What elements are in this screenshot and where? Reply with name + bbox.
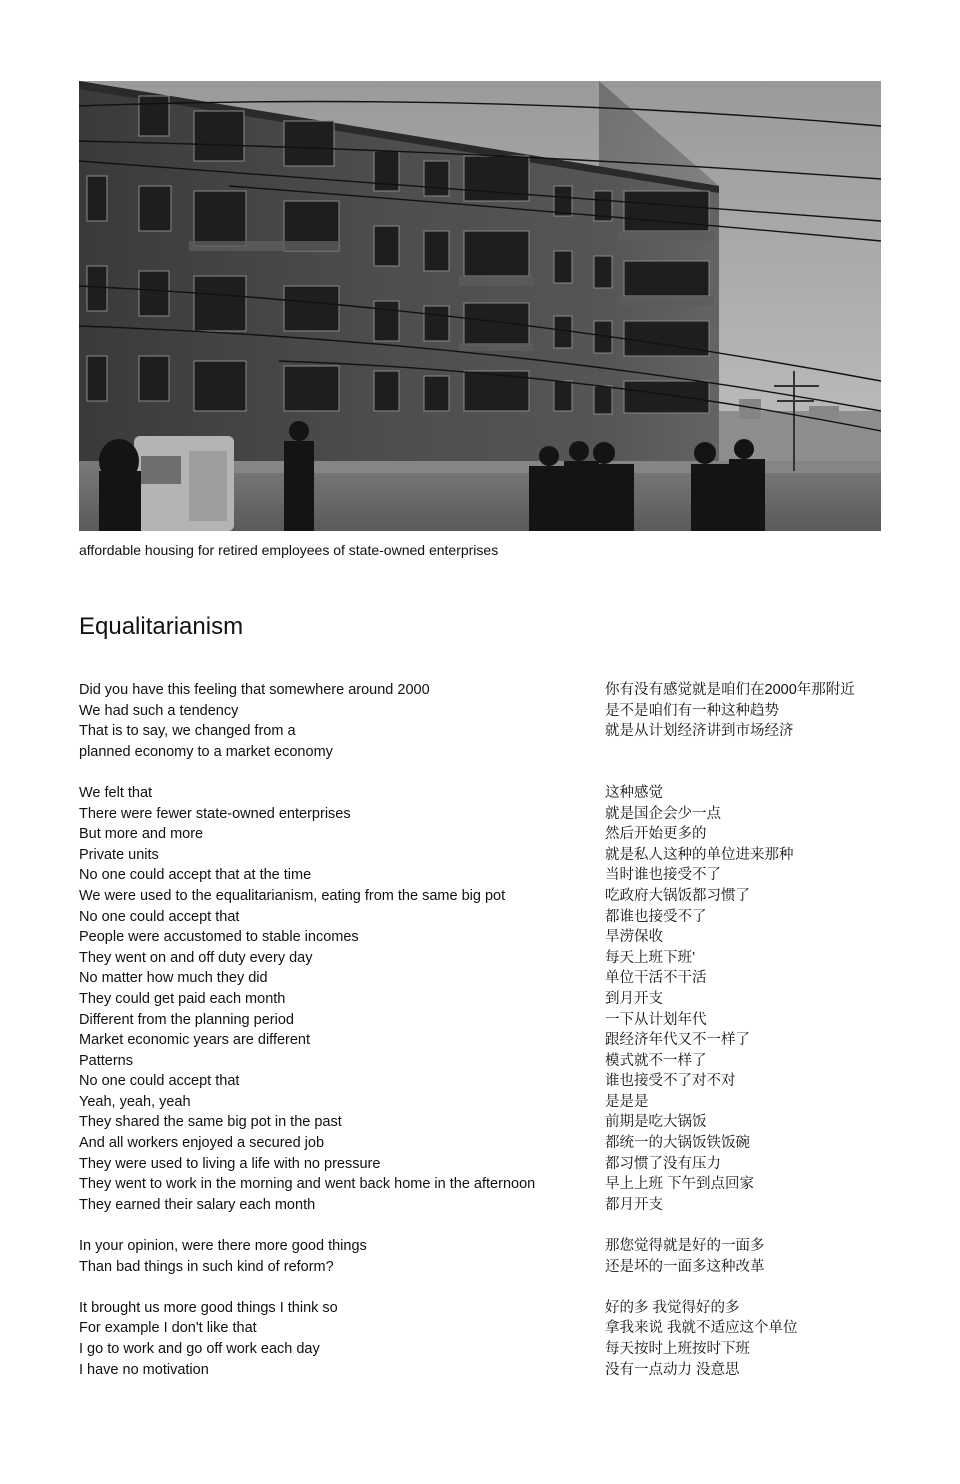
transcript-paragraph	[79, 680, 879, 762]
english-line: We felt that	[79, 784, 153, 801]
english-line: No one could accept that	[79, 1073, 240, 1090]
english-line: No matter how much they did	[79, 970, 268, 987]
english-line: We were used to the equalitarianism, eating from the same big pot	[79, 887, 506, 904]
chinese-line: 都谁也接受不了	[605, 908, 707, 925]
english-column	[79, 1298, 605, 1380]
chinese-line: 都习惯了没有压力	[605, 1155, 721, 1172]
english-column	[79, 680, 605, 762]
chinese-line: 当时谁也接受不了	[605, 867, 721, 884]
english-column	[79, 1236, 605, 1277]
english-line: No one could accept that at the time	[79, 867, 312, 884]
chinese-line: 是是是	[605, 1093, 649, 1110]
english-line: People were accustomed to stable incomes	[79, 929, 359, 946]
english-line: For example I don't like that	[79, 1320, 257, 1337]
chinese-line: 然后开始更多的	[605, 826, 707, 843]
english-line: But more and more	[79, 826, 204, 843]
english-line: They could get paid each month	[79, 990, 286, 1007]
english-line: planned economy to a market economy	[79, 743, 333, 760]
section-title: Equalitarianism	[79, 613, 244, 640]
english-line: No one could accept that	[79, 908, 240, 925]
chinese-line: 好的多 我觉得好的多	[605, 1299, 740, 1316]
english-line: Different from the planning period	[79, 1011, 294, 1028]
chinese-line: 前期是吃大锅饭	[605, 1114, 707, 1131]
chinese-line: 你有没有感觉就是咱们在2000年那附近	[605, 682, 855, 698]
english-line: Than bad things in such kind of reform?	[79, 1258, 334, 1275]
chinese-line: 就是私人这种的单位进来那种	[605, 846, 794, 863]
chinese-line: 旱涝保收	[605, 929, 663, 946]
chinese-column	[605, 680, 879, 762]
chinese-line: 都月开支	[605, 1196, 663, 1213]
chinese-line: 那您觉得就是好的一面多	[605, 1238, 765, 1255]
chinese-line: 拿我来说 我就不适应这个单位	[605, 1320, 798, 1337]
english-line: Private units	[79, 846, 159, 863]
chinese-line: 都统一的大锅饭铁饭碗	[605, 1135, 750, 1152]
chinese-line: 早上上班 下午到点回家	[605, 1176, 755, 1193]
chinese-line: 就是国企会少一点	[605, 805, 721, 822]
english-line: I have no motivation	[79, 1361, 209, 1378]
photo-apartment-building	[79, 81, 881, 531]
english-line: Yeah, yeah, yeah	[79, 1093, 191, 1110]
chinese-line: 是不是咱们有一种这种趋势	[605, 702, 779, 719]
chinese-column	[605, 1236, 879, 1277]
english-line: Market economic years are different	[79, 1032, 311, 1049]
chinese-line: 吃政府大锅饭都习惯了	[605, 887, 750, 904]
english-line: I go to work and go off work each day	[79, 1341, 320, 1357]
chinese-line: 就是从计划经济讲到市场经济	[605, 723, 794, 740]
chinese-line: 还是坏的一面多这种改革	[605, 1258, 765, 1275]
english-line: It brought us more good things I think so	[79, 1299, 338, 1316]
chinese-line: 谁也接受不了对不对	[605, 1073, 736, 1090]
transcript	[79, 680, 879, 1401]
chinese-line: 到月开支	[605, 990, 663, 1007]
english-line: They shared the same big pot in the past	[79, 1114, 342, 1131]
english-column	[79, 783, 605, 1215]
chinese-line: 没有一点动力 没意思	[605, 1361, 740, 1378]
english-line: They went on and off duty every day	[79, 949, 313, 966]
photo-caption: affordable housing for retired employees of state-owned enterprises	[79, 542, 499, 558]
english-line: They were used to living a life with no pressure	[79, 1155, 381, 1172]
chinese-column	[605, 1298, 879, 1380]
chinese-line: 跟经济年代又不一样了	[605, 1032, 750, 1049]
english-line: Did you have this feeling that somewhere around 2000	[79, 682, 430, 698]
english-line: They earned their salary each month	[79, 1196, 316, 1213]
english-line: And all workers enjoyed a secured job	[79, 1135, 325, 1152]
english-line: That is to say, we changed from a	[79, 723, 296, 740]
chinese-line: 单位干活不干活	[605, 970, 707, 987]
chinese-line: 模式就不一样了	[605, 1052, 707, 1069]
english-line: We had such a tendency	[79, 702, 239, 719]
chinese-column	[605, 783, 879, 1215]
english-line: Patterns	[79, 1052, 133, 1069]
transcript-paragraph	[79, 1298, 879, 1380]
photo-apartment-building-icon	[79, 81, 881, 531]
chinese-line: 每天按时上班按时下班	[605, 1341, 750, 1357]
chinese-line: 每天上班下班’	[605, 949, 696, 966]
chinese-line: 一下从计划年代	[605, 1011, 707, 1028]
english-line: There were fewer state-owned enterprises	[79, 805, 351, 822]
english-line: In your opinion, were there more good things	[79, 1238, 367, 1255]
english-line: They went to work in the morning and went back home in the afternoon	[79, 1176, 536, 1193]
transcript-paragraph	[79, 1236, 879, 1277]
chinese-line: 这种感觉	[605, 784, 663, 801]
transcript-paragraph	[79, 783, 879, 1215]
